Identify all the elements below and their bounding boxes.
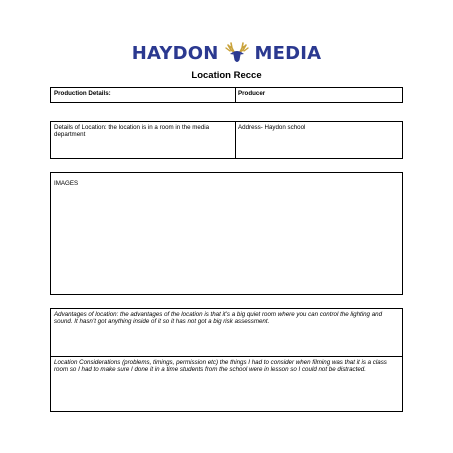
address-text: Address- Haydon school xyxy=(238,124,306,131)
producer-label: Producer xyxy=(238,90,266,97)
images-label: IMAGES xyxy=(54,180,79,187)
considerations-text: Location Considerations (problems, timings, permission etc) the things I had to consider when filming was that it is a class room so I had to make sure I done it in a time students from the school were in lesson so I could not be distracted. xyxy=(54,359,387,374)
haydon-media-logo xyxy=(0,38,453,68)
location-details-text: Details of Location: the location is in a room in the media department xyxy=(54,124,210,139)
logo-word-media: MEDIA xyxy=(254,42,322,64)
advantages-text: Advantages of location: the advantages of the location is that it’s a big quiet room where you can control the lighting and sound. It hasn’t got anything inside of it so it has not got a big risk assessment. xyxy=(54,311,383,326)
page-title: Location Recce xyxy=(191,70,262,81)
production-row xyxy=(50,87,403,103)
notes-box xyxy=(50,308,403,412)
production-details-label: Production Details: xyxy=(54,90,111,97)
logo-word-haydon: HAYDON xyxy=(131,42,219,64)
stag-head-icon xyxy=(222,39,252,67)
images-box xyxy=(50,172,403,295)
location-row xyxy=(50,121,403,159)
